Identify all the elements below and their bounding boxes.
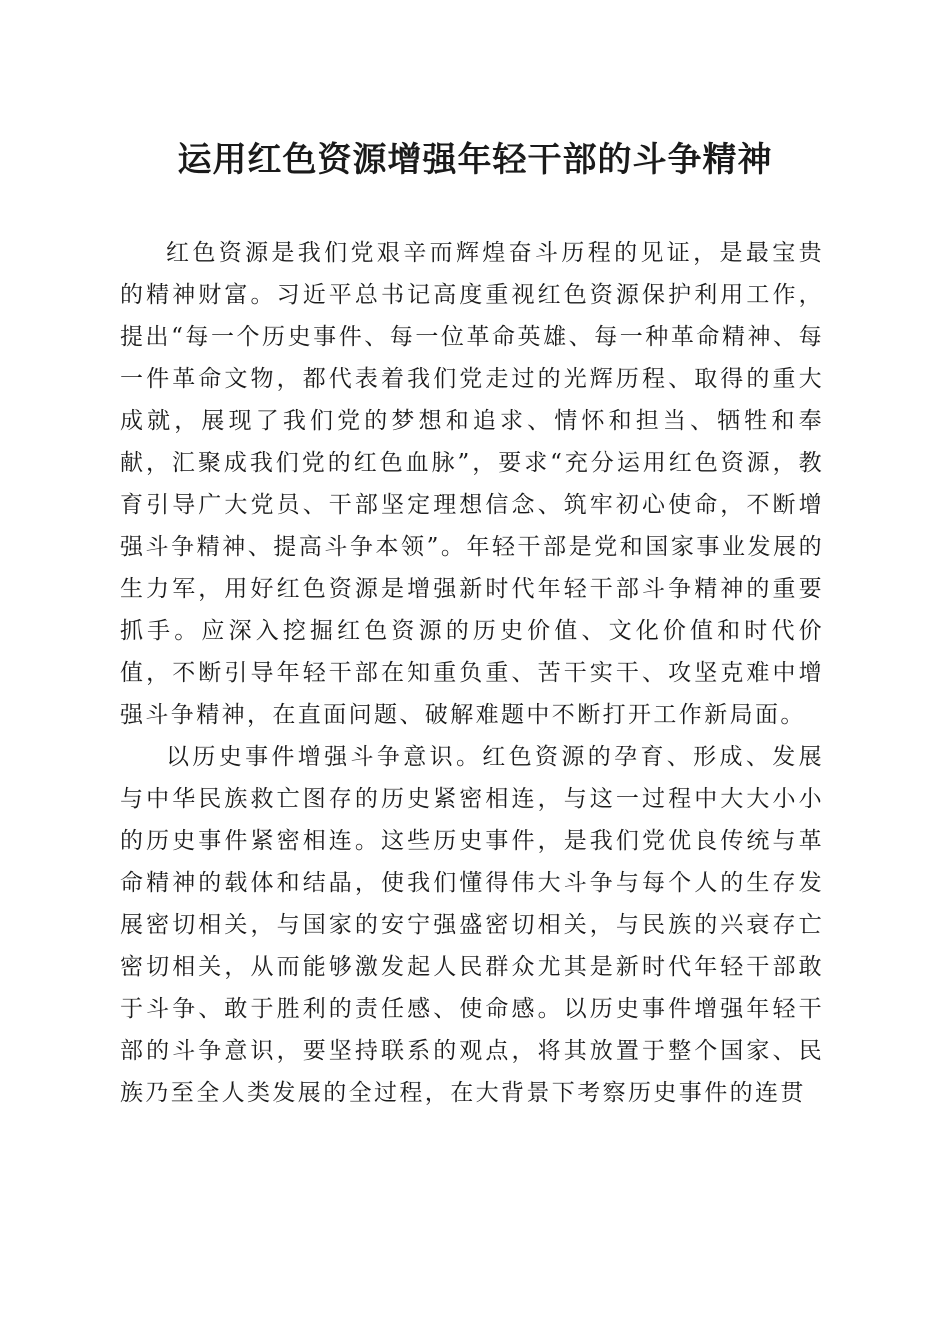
paragraph-historical-events: 以历史事件增强斗争意识。红色资源的孕育、形成、发展与中华民族救亡图存的历史紧密相连，与这一过程中大大小小的历史事件紧密相连。这些历史事件，是我们党优良传统与革命精神的载体和结晶，使我们懂得伟大斗争与每个人的生存发展密切相关，与国家的安宁强盛密切相关，与民族的兴衰存亡密切相关，从而能够激发起人民群众尤其是新时代年轻干部敢于斗争、敢于胜利的责任感、使命感。以历史事件增强年轻干部的斗争意识，要坚持联系的观点，将其放置于整个国家、民族乃至全人类发展的全过程，在大背景下考察历史事件的连贯 xyxy=(120,744,824,1106)
document-title: 运用红色资源增强年轻干部的斗争精神 xyxy=(177,140,773,180)
document-body xyxy=(120,232,824,1114)
paragraph-intro: 红色资源是我们党艰辛而辉煌奋斗历程的见证，是最宝贵的精神财富。习近平总书记高度重视红色资源保护利用工作，提出“每一个历史事件、每一位革命英雄、每一种革命精神、每一件革命文物，都代表着我们党走过的光辉历程、取得的重大成就，展现了我们党的梦想和追求、情怀和担当、牺牲和奉献，汇聚成我们党的红色血脉”，要求“充分运用红色资源，教育引导广大党员、干部坚定理想信念、筑牢初心使命，不断增强斗争精神、提高斗争本领”。年轻干部是党和国家事业发展的生力军，用好红色资源是增强新时代年轻干部斗争精神的重要抓手。应深入挖掘红色资源的历史价值、文化价值和时代价值，不断引导年轻干部在知重负重、苦干实干、攻坚克难中增强斗争精神，在直面问题、破解难题中不断打开工作新局面。 xyxy=(120,240,824,728)
